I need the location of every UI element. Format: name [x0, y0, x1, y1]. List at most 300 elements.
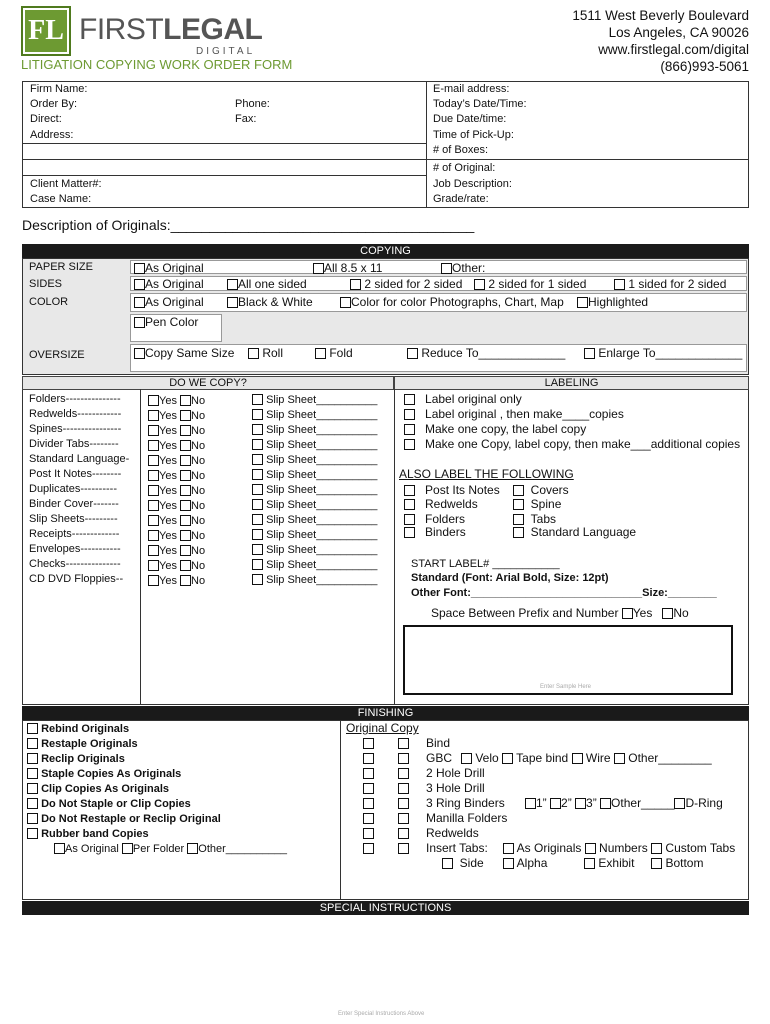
- slip-sheet-label: Slip Sheet__________: [266, 394, 378, 406]
- finishing-option-label: Staple Copies As Originals: [41, 768, 182, 780]
- no-label: No: [191, 545, 206, 557]
- no-checkbox[interactable]: [180, 500, 191, 511]
- yes-label: Yes: [159, 530, 177, 542]
- slip-sheet-option[interactable]: [252, 439, 377, 451]
- address-line4: (866)993-5061: [660, 59, 749, 74]
- checkbox[interactable]: [513, 485, 524, 496]
- no-label: No: [191, 455, 206, 467]
- velo-checkbox[interactable]: [461, 753, 472, 764]
- paper-all-85x11[interactable]: All 8.5 x 11: [313, 262, 382, 274]
- yes-checkbox[interactable]: [148, 455, 159, 466]
- yes-checkbox[interactable]: [148, 545, 159, 556]
- yes-label: Yes: [159, 395, 177, 407]
- do-we-copy-header: DO WE COPY?: [22, 376, 394, 390]
- original-checkbox[interactable]: [363, 843, 374, 854]
- yes-checkbox[interactable]: [148, 515, 159, 526]
- middle-divider: [394, 389, 395, 705]
- checkbox[interactable]: [27, 783, 38, 794]
- copy-checkbox[interactable]: [398, 843, 409, 854]
- logo: [21, 6, 271, 58]
- no-label: No: [191, 470, 206, 482]
- label-option-2[interactable]: Label original , then make____copies: [404, 408, 624, 420]
- yes-no-group: [148, 500, 205, 512]
- info-divider: [426, 81, 427, 208]
- yes-checkbox[interactable]: [148, 485, 159, 496]
- checkbox[interactable]: [577, 297, 588, 308]
- yes-label: Yes: [159, 545, 177, 557]
- paper-other[interactable]: Other:: [441, 262, 485, 274]
- sides-as-original[interactable]: As Original: [134, 278, 204, 290]
- special-instructions-placeholder: Enter Special Instructions Above: [338, 1011, 425, 1017]
- paper-as-original[interactable]: As Original: [134, 262, 204, 274]
- case-name-field[interactable]: Case Name:: [30, 193, 92, 205]
- checkbox[interactable]: [513, 514, 524, 525]
- do-we-copy-item: Receipts-------------: [29, 528, 120, 540]
- checkbox[interactable]: [584, 348, 595, 359]
- space-yes-checkbox[interactable]: [622, 608, 633, 619]
- address-field[interactable]: Address:: [30, 129, 74, 141]
- slip-sheet-label: Slip Sheet__________: [266, 499, 378, 511]
- tabs-numbers-checkbox[interactable]: [585, 843, 596, 854]
- sides-2for1[interactable]: 2 sided for 1 sided: [474, 278, 586, 290]
- ring-3in-checkbox[interactable]: [575, 798, 586, 809]
- info-rule: [22, 143, 427, 144]
- do-we-copy-item: Duplicates----------: [29, 483, 117, 495]
- grade-rate-field[interactable]: Grade/rate:: [433, 193, 489, 205]
- checkbox[interactable]: [614, 279, 625, 290]
- copy-checkbox[interactable]: [398, 798, 409, 809]
- slip-sheet-label: Slip Sheet__________: [266, 424, 378, 436]
- finishing-right-label: Insert Tabs:: [426, 841, 488, 855]
- checkbox[interactable]: [404, 409, 415, 420]
- yes-label: Yes: [159, 470, 177, 482]
- yes-checkbox[interactable]: [148, 440, 159, 451]
- rubber-per-folder-checkbox[interactable]: [122, 843, 133, 854]
- finishing-right-label: 2 Hole Drill: [426, 766, 485, 780]
- start-label-field[interactable]: START LABEL# ___________: [411, 558, 560, 570]
- slip-sheet-label: Slip Sheet__________: [266, 559, 378, 571]
- also-binders[interactable]: Binders: [404, 526, 466, 538]
- finishing-option[interactable]: [27, 753, 125, 765]
- original-checkbox[interactable]: [363, 813, 374, 824]
- no-checkbox[interactable]: [180, 485, 191, 496]
- checkbox[interactable]: [252, 574, 263, 585]
- fax-field[interactable]: Fax:: [235, 113, 257, 125]
- no-label: No: [191, 395, 206, 407]
- also-tabs[interactable]: Tabs: [513, 513, 556, 525]
- no-checkbox[interactable]: [180, 560, 191, 571]
- yes-label: Yes: [159, 485, 177, 497]
- label-option-4[interactable]: Make one Copy, label copy, then make___additional copies: [404, 438, 740, 450]
- no-checkbox[interactable]: [180, 395, 191, 406]
- copy-checkbox[interactable]: [398, 738, 409, 749]
- yes-no-group: [148, 440, 205, 452]
- slip-sheet-option[interactable]: [252, 409, 377, 421]
- address-line3: www.firstlegal.com/digital: [598, 42, 749, 57]
- special-instructions-header: SPECIAL INSTRUCTIONS: [22, 901, 749, 915]
- yes-checkbox[interactable]: [148, 410, 159, 421]
- do-we-copy-item: Redwelds------------: [29, 408, 122, 420]
- due-date-field[interactable]: Due Date/time:: [433, 113, 507, 125]
- info-box: [22, 81, 749, 208]
- yes-no-group: [148, 455, 205, 467]
- checkbox[interactable]: [404, 424, 415, 435]
- yes-checkbox[interactable]: [148, 530, 159, 541]
- do-we-copy-item: Checks---------------: [29, 558, 121, 570]
- checkbox[interactable]: [27, 768, 38, 779]
- finishing-option[interactable]: [27, 723, 129, 735]
- yes-no-group: [148, 470, 205, 482]
- space-no-checkbox[interactable]: [662, 608, 673, 619]
- oversize-roll[interactable]: Roll: [248, 347, 283, 359]
- finishing-option-label: Rubber band Copies: [41, 828, 149, 840]
- checkbox[interactable]: [134, 348, 145, 359]
- no-label: No: [191, 500, 206, 512]
- order-by-field[interactable]: Order By:: [30, 98, 78, 110]
- yes-checkbox[interactable]: [148, 500, 159, 511]
- rubber-band-options: As Original Per Folder Other__________: [54, 843, 287, 855]
- oversize-enlarge-to[interactable]: Enlarge To_____________: [584, 347, 742, 359]
- checkbox[interactable]: [350, 279, 361, 290]
- checkbox[interactable]: [252, 394, 263, 405]
- no-label: No: [191, 515, 206, 527]
- form-title: LITIGATION COPYING WORK ORDER FORM: [21, 57, 293, 72]
- sides-label: SIDES: [29, 278, 63, 290]
- special-instructions-area[interactable]: [22, 916, 749, 1016]
- sides-1for2[interactable]: 1 sided for 2 sided: [614, 278, 726, 290]
- yes-no-group: [148, 515, 205, 527]
- checkbox[interactable]: [27, 753, 38, 764]
- ring-2in-checkbox[interactable]: [550, 798, 561, 809]
- checkbox[interactable]: [227, 279, 238, 290]
- no-checkbox[interactable]: [180, 455, 191, 466]
- description-of-originals[interactable]: Description of Originals:_______________________________________: [22, 217, 475, 233]
- slip-sheet-label: Slip Sheet__________: [266, 514, 378, 526]
- original-checkbox[interactable]: [363, 828, 374, 839]
- yes-no-group: [148, 485, 205, 497]
- checkbox[interactable]: [27, 738, 38, 749]
- yes-no-group: [148, 395, 205, 407]
- yes-no-group: [148, 410, 205, 422]
- info-rule: [22, 159, 427, 160]
- do-we-copy-item: Standard Language-: [29, 453, 130, 465]
- do-we-copy-item: Slip Sheets---------: [29, 513, 118, 525]
- address-line1: 1511 West Beverly Boulevard: [572, 8, 749, 23]
- checkbox[interactable]: [252, 469, 263, 480]
- do-we-copy-item: Post It Notes--------: [29, 468, 122, 480]
- finishing-right-label: GBC: [426, 751, 453, 765]
- slip-sheet-option[interactable]: [252, 484, 377, 496]
- firm-name-field[interactable]: Firm Name:: [30, 83, 88, 95]
- color-black-white[interactable]: Black & White: [227, 296, 313, 308]
- also-folders[interactable]: Folders: [404, 513, 465, 525]
- finishing-option[interactable]: [27, 828, 149, 840]
- finishing-option-label: Clip Copies As Originals: [41, 783, 170, 795]
- wire-checkbox[interactable]: [572, 753, 583, 764]
- checkbox[interactable]: [313, 263, 324, 274]
- slip-sheet-option[interactable]: [252, 514, 377, 526]
- finishing-divider: [340, 720, 341, 900]
- finishing-option-label: Rebind Originals: [41, 723, 130, 735]
- label-sample-placeholder: Enter Sample Here: [540, 684, 592, 690]
- checkbox[interactable]: [27, 723, 38, 734]
- no-checkbox[interactable]: [180, 530, 191, 541]
- no-label: No: [191, 560, 206, 572]
- slip-sheet-label: Slip Sheet__________: [266, 439, 378, 451]
- slip-sheet-label: Slip Sheet__________: [266, 409, 378, 421]
- yes-checkbox[interactable]: [148, 395, 159, 406]
- yes-no-group: [148, 575, 205, 587]
- color-highlighted[interactable]: Highlighted: [577, 296, 648, 308]
- also-spine[interactable]: Spine: [513, 498, 561, 510]
- slip-sheet-option[interactable]: [252, 544, 377, 556]
- checkbox[interactable]: [441, 263, 452, 274]
- checkbox[interactable]: [404, 439, 415, 450]
- no-label: No: [191, 530, 206, 542]
- checkbox[interactable]: [252, 409, 263, 420]
- tabs-bottom-checkbox[interactable]: [651, 858, 662, 869]
- no-checkbox[interactable]: [180, 440, 191, 451]
- finishing-option[interactable]: [27, 813, 221, 825]
- no-checkbox[interactable]: [180, 410, 191, 421]
- checkbox[interactable]: [252, 544, 263, 555]
- checkbox[interactable]: [513, 499, 524, 510]
- finishing-right-label: Bind: [426, 736, 451, 750]
- slip-sheet-option[interactable]: [252, 469, 377, 481]
- finishing-header: FINISHING: [22, 706, 749, 720]
- slip-sheet-label: Slip Sheet__________: [266, 484, 378, 496]
- tabs-side-checkbox[interactable]: [442, 858, 453, 869]
- copy-checkbox[interactable]: [398, 783, 409, 794]
- checkbox[interactable]: [134, 297, 145, 308]
- checkbox[interactable]: [404, 499, 415, 510]
- checkbox[interactable]: [404, 394, 415, 405]
- d-ring-checkbox[interactable]: [674, 798, 685, 809]
- checkbox[interactable]: [134, 279, 145, 290]
- no-checkbox[interactable]: [180, 425, 191, 436]
- other-font-field[interactable]: Other Font:____________________________Size:________: [411, 587, 717, 599]
- finishing-right-label: 3 Ring Binders: [426, 796, 505, 810]
- original-checkbox[interactable]: [363, 798, 374, 809]
- yes-label: Yes: [159, 515, 177, 527]
- yes-label: Yes: [159, 455, 177, 467]
- oversize-fold[interactable]: Fold: [315, 347, 353, 359]
- yes-label: Yes: [159, 560, 177, 572]
- ring-binder-options: 1” 2” 3” Other_____ D-Ring: [525, 797, 723, 809]
- do-we-copy-item: Spines----------------: [29, 423, 122, 435]
- do-we-copy-item: CD DVD Floppies--: [29, 573, 124, 585]
- paper-size-cell: [130, 260, 747, 274]
- checkbox[interactable]: [404, 527, 415, 538]
- checkbox[interactable]: [134, 263, 145, 274]
- also-redwelds[interactable]: Redwelds: [404, 498, 478, 510]
- rubber-other-checkbox[interactable]: [187, 843, 198, 854]
- tabs-custom-checkbox[interactable]: [651, 843, 662, 854]
- finishing-right-label: 3 Hole Drill: [426, 781, 485, 795]
- yes-no-group: [148, 560, 205, 572]
- slip-sheet-option[interactable]: [252, 394, 377, 406]
- gbc-other-checkbox[interactable]: [614, 753, 625, 764]
- job-description-field[interactable]: Job Description:: [433, 178, 512, 190]
- tabs-as-originals-checkbox[interactable]: [503, 843, 514, 854]
- slip-sheet-option[interactable]: [252, 424, 377, 436]
- tape-bind-checkbox[interactable]: [502, 753, 513, 764]
- original-checkbox[interactable]: [363, 768, 374, 779]
- space-between-prefix: Space Between Prefix and Number Yes No: [431, 606, 689, 620]
- brand-second: LEGAL: [163, 13, 263, 46]
- checkbox[interactable]: [404, 514, 415, 525]
- checkbox[interactable]: [513, 527, 524, 538]
- do-we-copy-item: Folders---------------: [29, 393, 121, 405]
- yes-no-group: [148, 530, 205, 542]
- ring-other-checkbox[interactable]: [600, 798, 611, 809]
- slip-sheet-option[interactable]: [252, 499, 377, 511]
- yes-label: Yes: [159, 410, 177, 422]
- labeling-header: LABELING: [394, 376, 749, 390]
- direct-field[interactable]: Direct:: [30, 113, 62, 125]
- checkbox[interactable]: [252, 529, 263, 540]
- checkbox[interactable]: [407, 348, 418, 359]
- finishing-option-label: Reclip Originals: [41, 753, 125, 765]
- checkbox[interactable]: [252, 499, 263, 510]
- checkbox[interactable]: [252, 439, 263, 450]
- checkbox[interactable]: [252, 424, 263, 435]
- standard-font-text: Standard (Font: Arial Bold, Size: 12pt): [411, 572, 609, 584]
- checkbox[interactable]: [252, 559, 263, 570]
- tabs-row2: Alpha Exhibit Bottom: [503, 857, 703, 869]
- slip-sheet-label: Slip Sheet__________: [266, 574, 378, 586]
- slip-sheet-label: Slip Sheet__________: [266, 469, 378, 481]
- finishing-right-label: Redwelds: [426, 826, 479, 840]
- checkbox[interactable]: [27, 828, 38, 839]
- tabs-row1: As Originals Numbers Custom Tabs: [503, 842, 735, 854]
- finishing-option-label: Restaple Originals: [41, 738, 138, 750]
- brand-digital: DIGITAL: [196, 46, 256, 57]
- label-option-3[interactable]: Make one copy, the label copy: [404, 423, 586, 435]
- copy-checkbox[interactable]: [398, 813, 409, 824]
- finishing-option[interactable]: [27, 738, 138, 750]
- pickup-time-field[interactable]: Time of Pick-Up:: [433, 129, 514, 141]
- oversize-reduce-to[interactable]: Reduce To_____________: [407, 347, 565, 359]
- do-we-copy-item: Envelopes-----------: [29, 543, 121, 555]
- finishing-option[interactable]: [27, 783, 169, 795]
- yes-label: Yes: [159, 425, 177, 437]
- finishing-option[interactable]: [27, 768, 181, 780]
- ring-1in-checkbox[interactable]: [525, 798, 536, 809]
- checkbox[interactable]: [252, 454, 263, 465]
- address-line2: Los Angeles, CA 90026: [608, 25, 749, 40]
- no-label: No: [191, 410, 206, 422]
- do-we-copy-item: Divider Tabs--------: [29, 438, 119, 450]
- slip-sheet-option[interactable]: [252, 559, 377, 571]
- slip-sheet-option[interactable]: [252, 454, 377, 466]
- checkbox[interactable]: [27, 798, 38, 809]
- sides-2for2[interactable]: 2 sided for 2 sided: [350, 278, 462, 290]
- slip-sheet-option[interactable]: [252, 529, 377, 541]
- checkbox[interactable]: [252, 514, 263, 525]
- tabs-exhibit-checkbox[interactable]: [584, 858, 595, 869]
- oversize-label: OVERSIZE: [29, 349, 85, 361]
- finishing-right-label: Manilla Folders: [426, 811, 508, 825]
- brand-name: [79, 15, 262, 45]
- logo-letters: FL: [28, 15, 64, 46]
- no-checkbox[interactable]: [180, 545, 191, 556]
- pen-color[interactable]: Pen Color: [134, 316, 198, 328]
- checkbox[interactable]: [474, 279, 485, 290]
- checkbox[interactable]: [340, 297, 351, 308]
- rubber-as-original-checkbox[interactable]: [54, 843, 65, 854]
- checkbox[interactable]: [404, 485, 415, 496]
- yes-no-group: [148, 425, 205, 437]
- copy-checkbox[interactable]: [398, 753, 409, 764]
- original-checkbox[interactable]: [363, 783, 374, 794]
- also-post-its[interactable]: Post Its Notes: [404, 484, 500, 496]
- label-option-1[interactable]: Label original only: [404, 393, 522, 405]
- also-standard-language[interactable]: Standard Language: [513, 526, 636, 538]
- original-copy-header: Original Copy: [346, 721, 419, 735]
- slip-sheet-label: Slip Sheet__________: [266, 529, 378, 541]
- tabs-side: Side: [442, 857, 484, 869]
- brand-first: FIRST: [79, 13, 164, 46]
- yes-checkbox[interactable]: [148, 575, 159, 586]
- sides-all-one-sided[interactable]: All one sided: [227, 278, 307, 290]
- yes-label: Yes: [159, 575, 177, 587]
- copy-checkbox[interactable]: [398, 768, 409, 779]
- color-for-color[interactable]: Color for color Photographs, Chart, Map: [340, 296, 564, 308]
- color-as-original[interactable]: As Original: [134, 296, 204, 308]
- checkbox[interactable]: [27, 813, 38, 824]
- slip-sheet-label: Slip Sheet__________: [266, 544, 378, 556]
- items-divider: [140, 389, 141, 705]
- no-label: No: [191, 575, 206, 587]
- yes-checkbox[interactable]: [148, 425, 159, 436]
- do-we-copy-item: Binder Cover-------: [29, 498, 119, 510]
- slip-sheet-option[interactable]: [252, 574, 377, 586]
- checkbox[interactable]: [252, 484, 263, 495]
- email-field[interactable]: E-mail address:: [433, 83, 510, 95]
- original-checkbox[interactable]: [363, 738, 374, 749]
- phone-field[interactable]: Phone:: [235, 98, 270, 110]
- original-checkbox[interactable]: [363, 753, 374, 764]
- originals-count-field[interactable]: # of Original:: [433, 162, 496, 174]
- copy-checkbox[interactable]: [398, 828, 409, 839]
- checkbox[interactable]: [134, 317, 145, 328]
- checkbox[interactable]: [315, 348, 326, 359]
- today-date-field[interactable]: Today’s Date/Time:: [433, 98, 527, 110]
- paper-size-label: PAPER SIZE: [29, 261, 93, 273]
- yes-checkbox[interactable]: [148, 470, 159, 481]
- also-covers[interactable]: Covers: [513, 484, 569, 496]
- oversize-copy-same-size[interactable]: Copy Same Size: [134, 347, 234, 359]
- finishing-option[interactable]: [27, 798, 191, 810]
- gbc-options: Velo Tape bind Wire Other________: [461, 752, 712, 764]
- checkbox[interactable]: [248, 348, 259, 359]
- no-checkbox[interactable]: [180, 470, 191, 481]
- yes-checkbox[interactable]: [148, 560, 159, 571]
- no-checkbox[interactable]: [180, 575, 191, 586]
- copying-header: COPYING: [22, 244, 749, 258]
- slip-sheet-label: Slip Sheet__________: [266, 454, 378, 466]
- no-label: No: [191, 440, 206, 452]
- no-checkbox[interactable]: [180, 515, 191, 526]
- finishing-option-label: Do Not Restaple or Reclip Original: [41, 813, 221, 825]
- tabs-alpha-checkbox[interactable]: [503, 858, 514, 869]
- finishing-option-label: Do Not Staple or Clip Copies: [41, 798, 191, 810]
- also-label-title: ALSO LABEL THE FOLLOWING: [399, 467, 574, 481]
- boxes-field[interactable]: # of Boxes:: [433, 144, 489, 156]
- checkbox[interactable]: [227, 297, 238, 308]
- client-matter-field[interactable]: Client Matter#:: [30, 178, 102, 190]
